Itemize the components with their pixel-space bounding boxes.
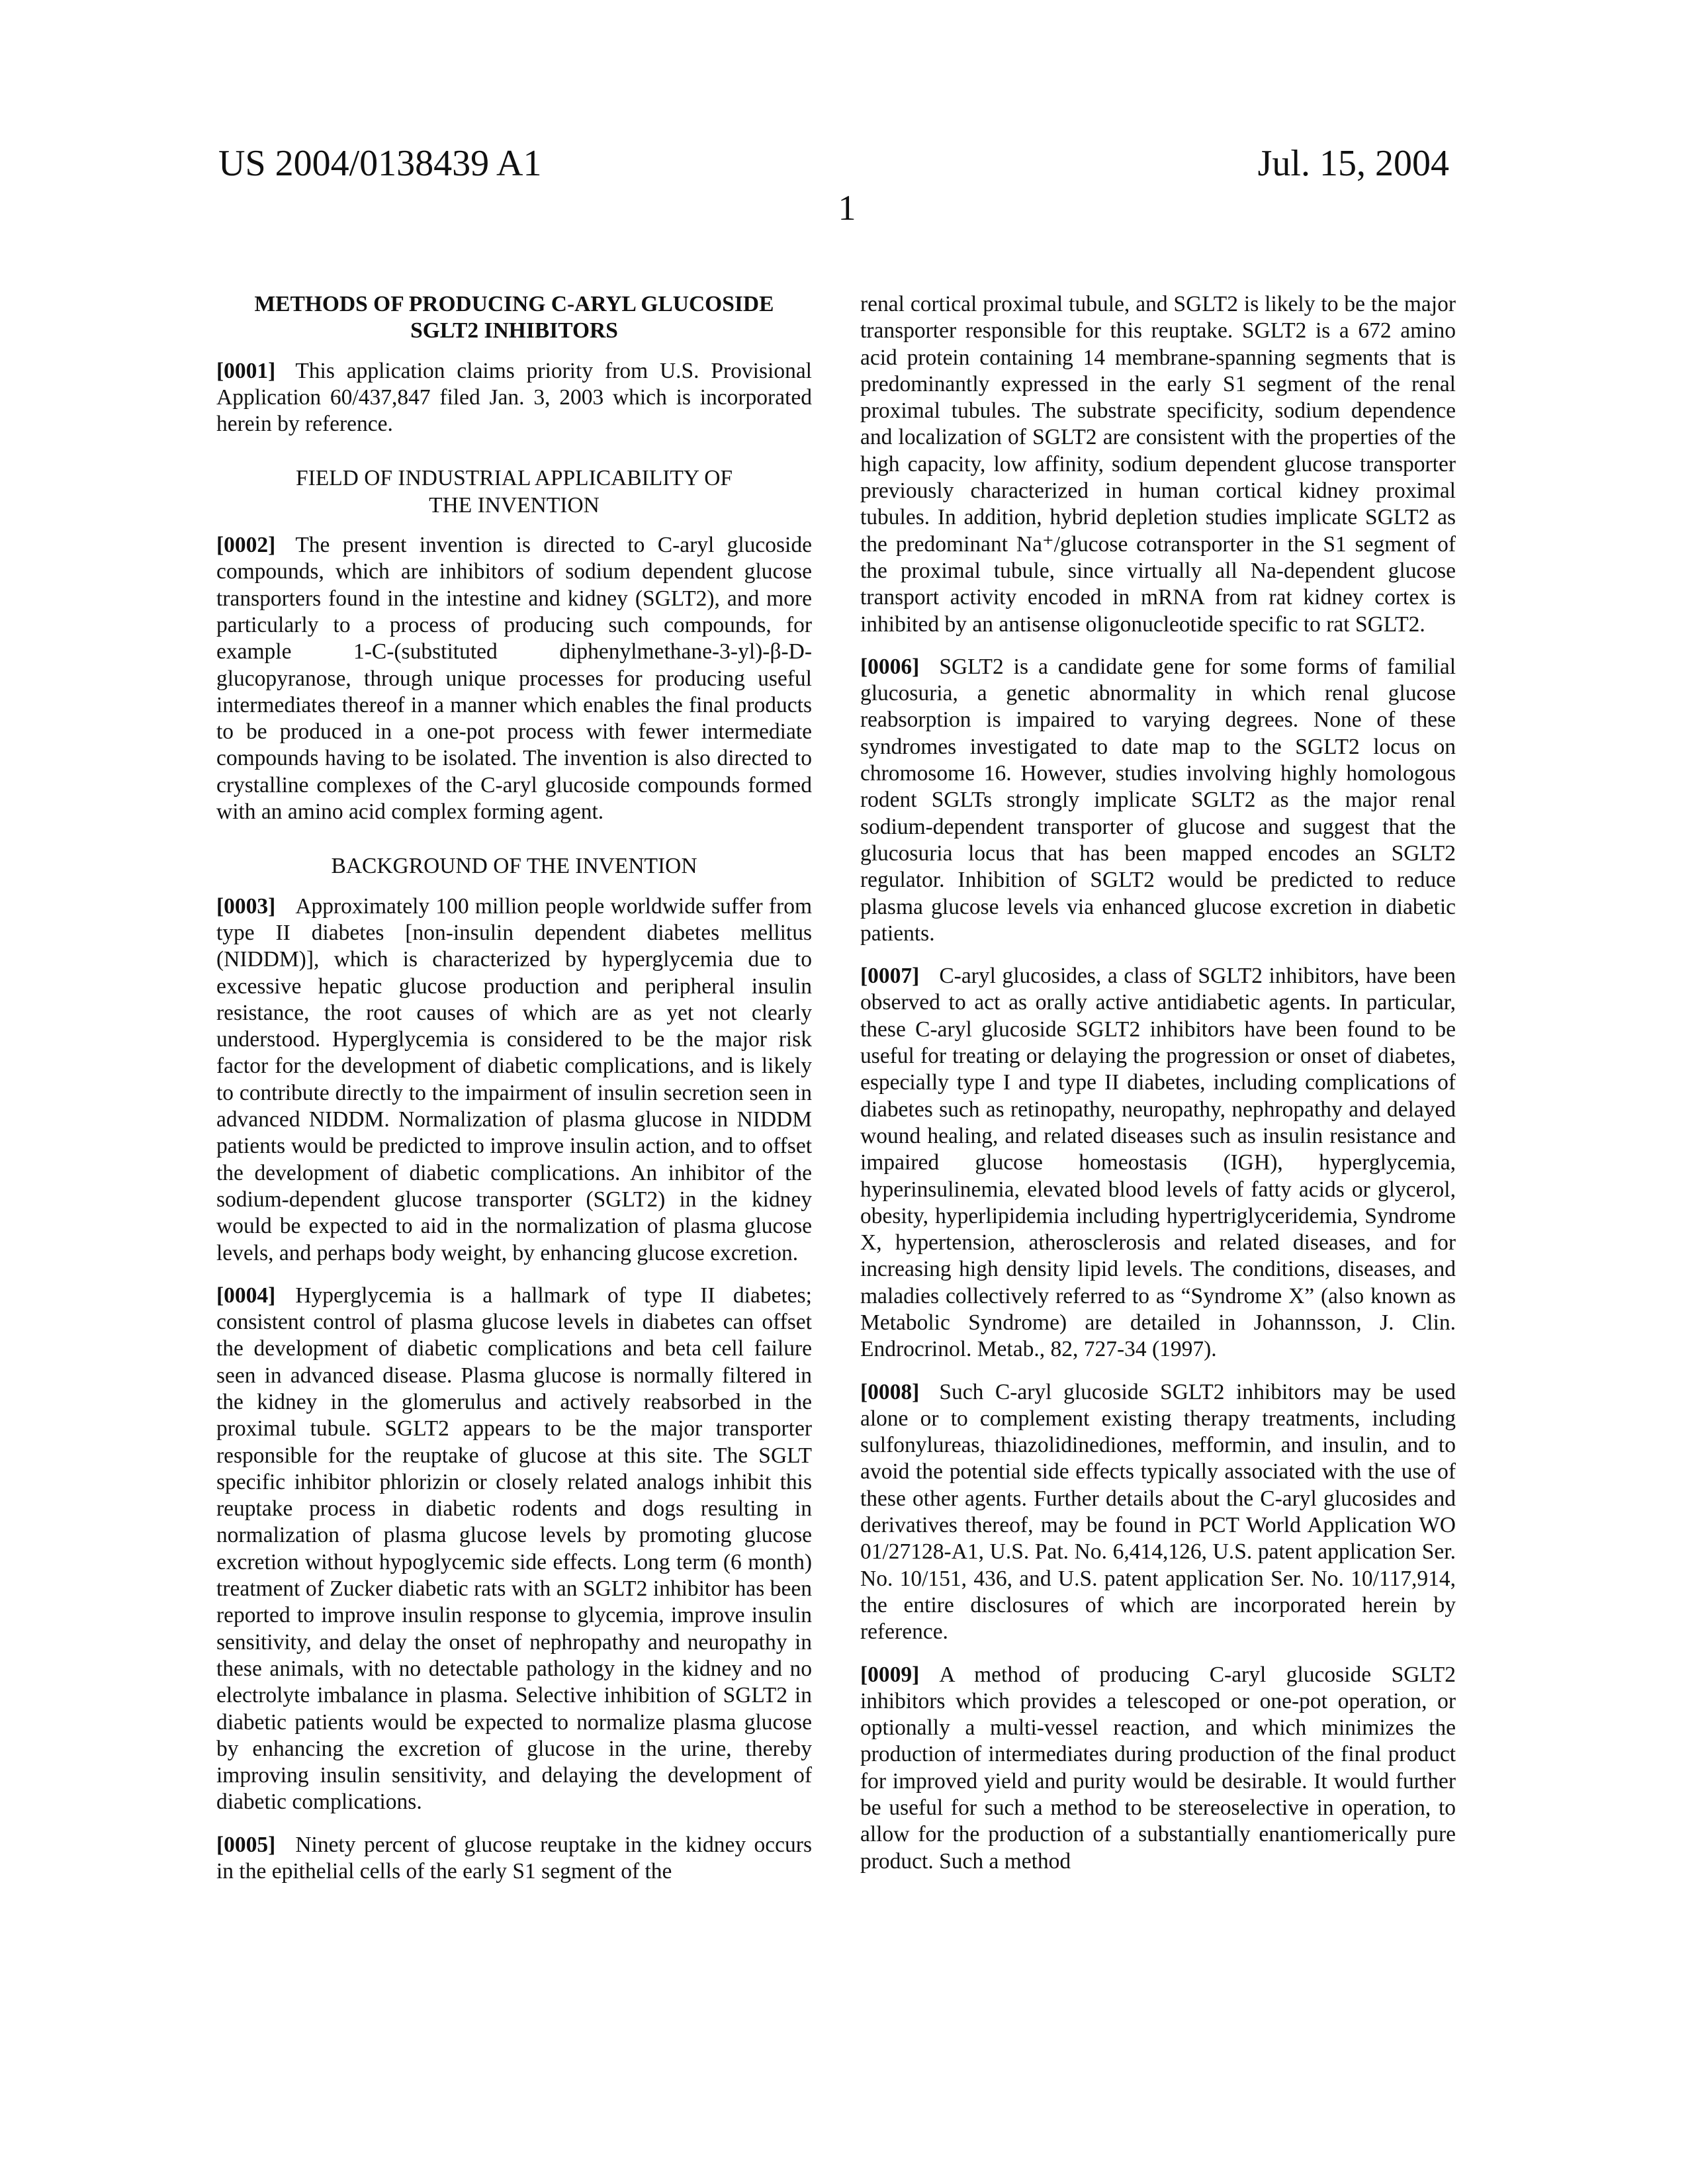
paragraph-text: Such C-aryl glucoside SGLT2 inhibitors may be used alone or to complement existing therapy treatments, including sulfonylureas, thiazolidinediones, mefformin, and insulin, and to avoid the potential side effects typically associated with the use of these other agents. Further details about the C-aryl glucosides and derivatives thereof, may be found in PCT World Application WO 01/27128-A1, U.S. Pat. No. 6,414,126, U.S. patent application Ser. No. 10/151, 436, and U.S. patent application Ser. No. 10/117,914, the entire disclosures of which are incorporated herein by reference. xyxy=(860,1379,1456,1645)
paragraph-text: A method of producing C-aryl glucoside SGLT2 inhibitors which provides a telescoped or one-pot operation, or optionally a multi-vessel reaction, and which minimizes the production of intermediates during production of the final product for improved yield and purity would be desirable. It would further be useful for such a method to be stereoselective in operation, to allow for the production of a substantially enantiomerically pure product. Such a method xyxy=(860,1662,1456,1874)
paragraph-number: [ 0004 ] xyxy=(216,1283,275,1308)
paragraph-text: SGLT2 is a candidate gene for some forms of familial glucosuria, a genetic abnormality in which renal glucose reabsorption is impaired to varying degrees. None of these syndromes investigated to date map to the SGLT2 locus on chromosome 16. However, studies involving highly homologous rodent SGLTs strongly implicate SGLT2 as the major renal sodium-dependent transporter of glucose and suggest that the glucosuria locus that has been mapped encodes an SGLT2 regulator. Inhibition of SGLT2 would be predicted to reduce plasma glucose levels via enhanced glucose excretion in diabetic patients. xyxy=(860,654,1456,946)
paragraph-0006 xyxy=(860,654,1456,947)
publication-date: Jul. 15, 2004 xyxy=(1257,143,1449,184)
left-column xyxy=(216,291,812,1901)
paragraph-number: [ 0006 ] xyxy=(860,655,919,679)
paragraph-0002 xyxy=(216,532,812,825)
paragraph-0004 xyxy=(216,1283,812,1816)
title-line-1: METHODS OF PRODUCING C-ARYL GLUCOSIDE xyxy=(254,292,774,316)
paragraph-0007 xyxy=(860,963,1456,1363)
paragraph-0005 xyxy=(216,1832,812,1886)
paragraph-number: [ 0005 ] xyxy=(216,1833,275,1857)
paragraph-text: The present invention is directed to C-aryl glucoside compounds, which are inhibitors of sodium dependent glucose transporters found in the intestine and kidney (SGLT2), and more particularly to a process of producing such compounds, for example 1-C-(substituted diphenylmethane-3-yl)-β-D-glucopyranose, through unique processes for producing useful intermediates thereof in a manner which enables the final products to be produced in a one-pot process with fewer intermediate compounds having to be isolated. The invention is also directed to crystalline complexes of the C-aryl glucoside compounds formed with an amino acid complex forming agent. xyxy=(216,533,812,825)
paragraph-number: [ 0002 ] xyxy=(216,533,275,557)
page-number: 1 xyxy=(838,188,856,228)
paragraph-text: C-aryl glucosides, a class of SGLT2 inhibitors, have been observed to act as orally active antidiabetic agents. In particular, these C-aryl glucoside SGLT2 inhibitors have been found to be useful for treating or delaying the progression or onset of diabetes, especially type I and type II diabetes, including complications of diabetes such as retinopathy, neuropathy, nephropathy and delayed wound healing, and related diseases such as insulin resistance and impaired glucose homeostasis (IGH), hyperglycemia, hyperinsulinemia, elevated blood levels of fatty acids or glycerol, obesity, hyperlipidemia including hypertriglyceridemia, Syndrome X, hypertension, atherosclerosis and related diseases, and for increasing high density lipid levels. The conditions, diseases, and maladies collectively referred to as “Syndrome X” (also known as Metabolic Syndrome) are detailed in Johannsson, J. Clin. Endrocrinol. Metab., 82, 727-34 (1997). xyxy=(860,964,1456,1362)
paragraph-text: Ninety percent of glucose reuptake in the kidney occurs in the epithelial cells of the early S1 segment of the xyxy=(216,1832,812,1884)
title-line-2: SGLT2 INHIBITORS xyxy=(410,318,618,343)
paragraph-number: [ 0008 ] xyxy=(860,1380,919,1404)
paragraph-0009 xyxy=(860,1662,1456,1875)
right-column xyxy=(860,291,1456,1891)
section-heading-field xyxy=(216,465,812,519)
section-heading-background: BACKGROUND OF THE INVENTION xyxy=(331,854,697,879)
heading-line-1: FIELD OF INDUSTRIAL APPLICABILITY OF xyxy=(295,466,733,491)
publication-number: US 2004/0138439 A1 xyxy=(218,143,542,184)
paragraph-number: [ 0003 ] xyxy=(216,894,275,919)
paragraph-0003 xyxy=(216,893,812,1267)
paragraph-text: Approximately 100 million people worldwide suffer from type II diabetes [non-insulin dependent diabetes mellitus (NIDDM)], which is characterized by hyperglycemia due to excessive hepatic glucose production and peripheral insulin resistance, the root causes of which are as yet not clearly understood. Hyperglycemia is considered to be the major risk factor for the development of diabetic complications, and is likely to contribute directly to the impairment of insulin secretion seen in advanced NIDDM. Normalization of plasma glucose in NIDDM patients would be predicted to improve insulin action, and to offset the development of diabetic complications. An inhibitor of the sodium-dependent glucose transporter (SGLT2) in the kidney would be expected to aid in the normalization of plasma glucose levels, and perhaps body weight, by enhancing glucose excretion. xyxy=(216,893,812,1265)
paragraph-0005-continued: renal cortical proximal tubule, and SGLT2 is likely to be the major transporter responsible for this reuptake. SGLT2 is a 672 amino acid protein containing 14 membrane-spanning segments that is predominantly expressed in the early S1 segment of the renal proximal tubules. The substrate specificity, sodium dependence and localization of SGLT2 are consistent with the properties of the high capacity, low affinity, sodium dependent glucose transporter previously characterized in human cortical kidney proximal tubules. In addition, hybrid depletion studies implicate SGLT2 as the predominant Na⁺/glucose cotransporter in the S1 segment of the proximal tubule, since virtually all Na-dependent glucose transport activity encoded in mRNA from rat kidney cortex is inhibited by an antisense oligonucleotide specific to rat SGLT2. xyxy=(860,292,1456,637)
heading-line-2: THE INVENTION xyxy=(429,492,600,518)
paragraph-text: Hyperglycemia is a hallmark of type II diabetes; consistent control of plasma glucose levels in diabetes can offset the development of diabetic complications and beta cell failure seen in advanced disease. Plasma glucose is normally filtered in the kidney in the glomerulus and actively reabsorbed in the proximal tubule. SGLT2 appears to be the major transporter responsible for the reuptake of glucose at this site. The SGLT specific inhibitor phlorizin or closely related analogs inhibit this reuptake process in diabetic rodents and dogs resulting in normalization of plasma glucose levels by promoting glucose excretion without hypoglycemic side effects. Long term (6 month) treatment of Zucker diabetic rats with an SGLT2 inhibitor has been reported to improve insulin response to glycemia, improve insulin sensitivity, and delay the onset of nephropathy and neuropathy in these animals, with no detectable pathology in the kidney and no electrolyte imbalance in plasma. Selective inhibition of SGLT2 in diabetic patients would be expected to normalize plasma glucose by enhancing the excretion of glucose in the urine, thereby improving insulin sensitivity, and delaying the development of diabetic complications. xyxy=(216,1283,812,1815)
paragraph-text: This application claims priority from U.S. Provisional Application 60/437,847 filed Jan. 3, 2003 which is incorporated herein by reference. xyxy=(216,358,812,437)
paragraph-number: [ 0007 ] xyxy=(860,964,919,988)
document-title xyxy=(216,291,812,345)
paragraph-0008 xyxy=(860,1379,1456,1646)
paragraph-0001 xyxy=(216,358,812,438)
paragraph-number: [ 0009 ] xyxy=(860,1662,919,1687)
paragraph-number: [ 0001 ] xyxy=(216,359,275,383)
